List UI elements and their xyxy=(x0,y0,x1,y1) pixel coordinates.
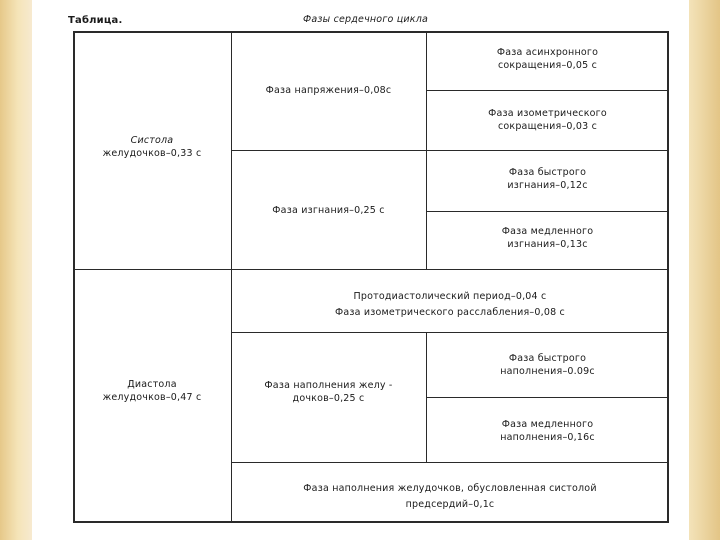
async-line1: Фаза асинхронного xyxy=(496,47,599,58)
systole-label-line2: желудочков–0,33 с xyxy=(102,148,202,159)
isometric-line1: Фаза изометрического xyxy=(488,108,607,119)
grid-line xyxy=(426,332,427,462)
filling-phase xyxy=(233,379,424,405)
grid-line xyxy=(231,31,232,523)
systole-label-line1: Систола xyxy=(130,135,174,146)
grid-line xyxy=(426,90,669,91)
cardiac-cycle-table xyxy=(73,31,669,523)
fast-ejection-line2: изгнания–0,12с xyxy=(507,180,588,191)
grid-line xyxy=(426,211,669,212)
systole-diastole-divider xyxy=(73,269,669,270)
atrial-line1: Фаза наполнения желудочков, обусловленная систолой xyxy=(303,483,597,494)
diastole-label xyxy=(75,378,229,404)
slow-filling-line2: наполнения–0,16с xyxy=(500,432,595,443)
atrial-filling-phase xyxy=(233,482,667,511)
isometric-relaxation-phase: Фаза изометрического расслабления–0,08 с xyxy=(335,307,565,318)
slow-ejection-line2: изгнания–0,13с xyxy=(507,239,588,250)
fast-filling-phase xyxy=(428,352,667,378)
diastole-label-line2: желудочков–0,47 с xyxy=(102,392,202,403)
grid-line xyxy=(231,462,669,463)
fast-ejection-line1: Фаза быстрого xyxy=(508,167,587,178)
filling-line1: Фаза наполнения желу - xyxy=(264,380,393,391)
isometric-contraction-phase xyxy=(428,107,667,133)
table-label: Таблица. xyxy=(68,15,123,26)
async-contraction-phase xyxy=(428,46,667,72)
tension-phase: Фаза напряжения–0,08с xyxy=(265,85,392,96)
fast-filling-line2: наполнения–0.09с xyxy=(500,366,595,377)
slow-filling-line1: Фаза медленного xyxy=(501,419,594,430)
fast-filling-line1: Фаза быстрого xyxy=(508,353,587,364)
slow-ejection-line1: Фаза медленного xyxy=(501,226,594,237)
table-caption: Фазы сердечного цикла xyxy=(303,14,429,25)
grid-line xyxy=(231,332,669,333)
filling-line2: дочков–0,25 с xyxy=(292,393,365,404)
diastole-label-line1: Диастола xyxy=(127,379,177,390)
ejection-phase: Фаза изгнания–0,25 с xyxy=(272,205,385,216)
protodiastolic-period: Протодиастолический период–0,04 с xyxy=(353,291,547,302)
systole-label xyxy=(75,134,229,160)
grid-line xyxy=(426,31,427,269)
grid-line xyxy=(231,150,669,151)
fast-ejection-phase xyxy=(428,166,667,192)
slow-filling-phase xyxy=(428,418,667,444)
slow-ejection-phase xyxy=(428,225,667,251)
isometric-line2: сокращения–0,03 с xyxy=(497,121,598,132)
async-line2: сокращения–0,05 с xyxy=(497,60,598,71)
atrial-line2: предсердий–0,1с xyxy=(405,499,495,510)
grid-line xyxy=(426,397,669,398)
